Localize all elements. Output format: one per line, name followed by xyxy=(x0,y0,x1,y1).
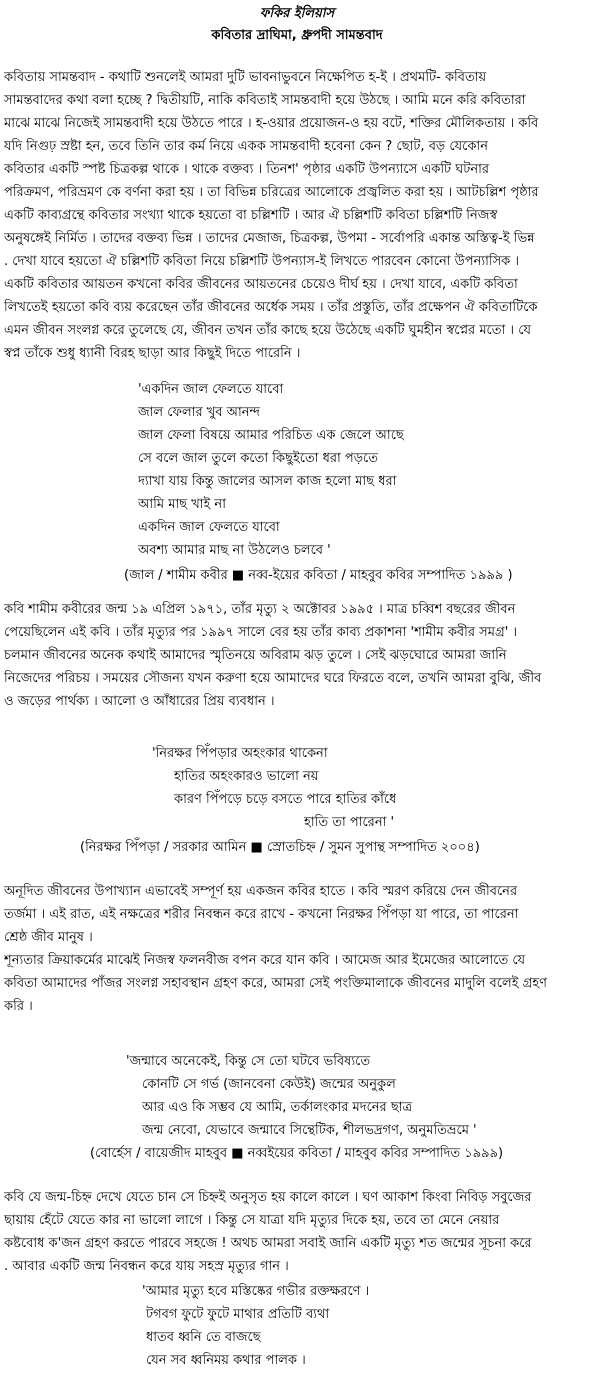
poem-quote-1 xyxy=(138,378,404,562)
paragraph-line: শ্রেষ্ঠ জীব মানুষ । xyxy=(4,930,93,945)
poem-line: একদিন জাল ফেলতে যাবো xyxy=(138,520,280,535)
paragraph-line: . আবার একটি জন্ম নিবন্ধন করে যায় সহস্র মৃত্যুর গান । xyxy=(4,1259,289,1274)
poem-line: কোনটি সে গর্ভ (জানবেনা কেউই) জন্মের অনুকুল xyxy=(142,1077,396,1092)
poem-line: জন্ম নেবো, যেভাবে জন্মাবে সিন্থেটিক, শীলভদ্রগণ, অনুমতিভ্রমে ' xyxy=(142,1123,477,1138)
poem-quote-3 xyxy=(126,1050,477,1142)
paragraph-line: সামন্তবাদের কথা বলা হচ্ছে ? দ্বিতীয়টি, নাকি কবিতাই সামন্তবাদী হয়ে উঠছে । আমি মনে করি কবিতারা xyxy=(4,93,526,108)
citation-3: (বোর্হেস / বায়েজীদ মাহবুব ■ নব্বইয়ের কবিতা / মাহবুব কবির সম্পাদিত ১৯৯৯) xyxy=(90,1146,504,1161)
paragraph-4 xyxy=(4,1186,588,1278)
paragraph-line: যদি নিগুঢ় স্রষ্টা হন, তবে তিনি তার কর্ম নিয়ে একক সামন্তবাদী হবেনা কেন ? ছোট, বড় যেকোন xyxy=(4,139,488,154)
paragraph-line: কষ্টবোধ ক'জন গ্রহণ করতে পারবে সহজে ! অথচ আমরা সবাই জানি একটি মৃত্যু শত জন্মের সূচনা করে xyxy=(4,1236,532,1251)
paragraph-line: কবিতা আমাদের পাঁজর সংলগ্ন সহাবস্থান গ্রহণ করে, আমরা সেই পংক্তিমালাকে জীবনের মাদুলি বলেই গ্রহণ xyxy=(4,976,548,991)
paragraph-line: পরিক্রমণ, পরিভ্রমণ কে বর্ণনা করা হয় । তা বিভিন্ন চরিত্রের আলোকে প্রজ্বলিত করা হয় । আটচল্লিশ পৃষ্ঠার xyxy=(4,185,539,200)
poem-line: 'নিরক্ষর পিঁপড়ার অহংকার থাকেনা xyxy=(152,746,328,761)
poem-line: যেন সব ধ্বনিময় কথার পালক । xyxy=(146,1353,306,1368)
paragraph-line: অনুষঙ্গেই নির্মিত । তাদের বক্তব্য ভিন্ন । তাদের মেজাজ, চিত্রকল্প, উপমা - সর্বোপরি একান্ত অস্তিত্ব-ই ভিন্ন xyxy=(4,231,535,246)
poem-line: হাতির অহংকারও ভালো নয় xyxy=(174,769,319,784)
paragraph-3 xyxy=(4,880,588,1018)
paragraph-line: কবিতার একটি স্পষ্ট চিত্রকল্প থাকে । থাকে বক্তব্য । তিনশ' পৃষ্ঠার একটি উপন্যাসে একটি ঘটনার xyxy=(4,162,490,177)
paragraph-line: একটি কবিতার আয়তন কখনো কবির জীবনের আয়তনের চেয়েও দীর্ঘ হয় । দেখা যাবে, একটি কবিতা xyxy=(4,277,518,292)
author-name: ফকির ইলিয়াস xyxy=(259,6,335,21)
paragraph-line: একটি কাব্যগ্রন্থে কবিতার সংখ্যা থাকে হয়তো বা চল্লিশটি । আর ঐ চল্লিশটি কবিতা চল্লিশটি নিজস্ব xyxy=(4,208,498,223)
poem-line: দ্যাখা যায় কিন্তু জালের আসল কাজ হলো মাছ ধরা xyxy=(138,474,397,489)
paragraph-line: শূন্যতার ক্রিয়াকর্মের মাঝেই নিজস্ব ফলনবীজ বপন করে যান কবি । আমেজ আর ইমেজের আলোতে যে xyxy=(4,953,526,968)
citation-2: (নিরক্ষর পিঁপড়া / সরকার আমিন ■ স্রোতচিহ্ন / সুমন সুপান্থ সম্পাদিত ২০০৪) xyxy=(80,840,480,855)
poem-line: টগবগ ফুটে ফুটে মাথার প্রতিটি ব্যথা xyxy=(146,1307,330,1322)
poem-quote-2 xyxy=(152,742,396,834)
paragraph-line: ও জড়ের পার্থক্য । আলো ও আঁধারের প্রিয় ব্যবধান । xyxy=(4,694,275,709)
poem-line: আমি মাছ খাই না xyxy=(138,497,226,512)
paragraph-1 xyxy=(4,66,588,365)
paragraph-line: নিজেদের পরিচয় । সময়ের সৌজন্য যখন করুণা হয়ে আমাদের ঘরে ফিরতে বলে, তখনি আমরা বুঝি, জীব xyxy=(4,671,542,686)
paragraph-line: চলমান জীবনের অনেক কথাই আমাদের স্মৃতিনয়ে অবিরাম ঝড় তুলে । সেই ঝড়ঘোরে আমরা জানি xyxy=(4,648,507,663)
poem-line: জাল ফেলার খুব আনন্দ xyxy=(138,405,260,420)
poem-line: ধাতব ধ্বনি তে বাজছে xyxy=(146,1330,261,1345)
paragraph-line: ছায়ায় হেঁটে যেতে কার না ভালো লাগে । কিন্তু সে যাত্রা যদি মৃত্যুর দিকে হয়, তবে তা মেনে নেয়ার xyxy=(4,1213,500,1228)
paragraph-line: অনূদিত জীবনের উপাখ্যান এভাবেই সম্পূর্ণ হয় একজন কবির হাতে । কবি স্মরণ করিয়ে দেন জীবনের xyxy=(4,884,518,899)
poem-line: 'আমার মৃত্যু হবে মস্তিষ্কের গভীর রক্তক্ষরণে । xyxy=(142,1284,370,1299)
paragraph-line: কবি শামীম কবীরের জন্ম ১৯ এপ্রিল ১৯৭১, তাঁর মৃত্যু ২ অক্টোবর ১৯৯৫ । মাত্র চব্বিশ বছরের জীবন xyxy=(4,602,516,617)
poem-line: 'জন্মাবে অনেকেই, কিন্তু সে তো ঘটবে ভবিষ্যতে xyxy=(126,1054,371,1069)
poem-line: জাল ফেলা বিষয়ে আমার পরিচিত এক জেলে আছে xyxy=(138,428,404,443)
poem-line: সে বলে জাল তুলে কতো কিছুইতো ধরা পড়তে xyxy=(138,451,379,466)
poem-line: অবশ্য আমার মাছ না উঠলেও চলবে ' xyxy=(138,543,331,558)
poem-quote-4 xyxy=(142,1280,369,1372)
paragraph-line: তর্জমা । এই রাত, এই নক্ষত্রের শরীর নিবন্ধন করে রাখে - কখনো নিরক্ষর পিঁপড়া যা পারে, তা পারেনা xyxy=(4,907,519,922)
paragraph-line: . দেখা যাবে হয়তো ঐ চল্লিশটি কবিতা নিয়ে চল্লিশটি উপন্যাস-ই লিখতে পারবেন কোনো উপন্যাসিক । xyxy=(4,254,520,269)
paragraph-line: মাঝে মাঝে নিজেই সামন্তবাদী হয়ে উঠতে পারে । হ-ওয়ার প্রয়োজন-ও হয় বটে, শক্তির মৌলিকতায় । কবি xyxy=(4,116,539,131)
poem-line: হাতি তা পারেনা ' xyxy=(304,815,395,830)
citation-1: (জাল / শামীম কবীর ■ নব্ব-ইয়ের কবিতা / মাহবুব কবির সম্পাদিত ১৯৯৯ ) xyxy=(124,568,513,583)
paragraph-line: এমন জীবন সংলগ্ন করে তুলেছে যে, জীবন তখন তাঁর কাছে হয়ে উঠেছে একটি ঘুমহীন স্বপ্নের মতো । যে xyxy=(4,323,531,338)
paragraph-line: স্বপ্ন তাঁকে শুধু ধ্যানী বিরহ ছাড়া আর কিছুই দিতে পারেনি । xyxy=(4,346,301,361)
paragraph-line: কবি যে জন্ম-চিহ্ন দেখে যেতে চান সে চিহ্নই অনুসৃত হয় কালে কালে । ঘণ আকাশ কিংবা নিবিড় সবুজের xyxy=(4,1190,532,1205)
poem-line: কারণ পিঁপড়ে চড়ে বসতে পারে হাতির কাঁধে xyxy=(174,792,397,807)
poem-line: আর এও কি সম্ভব যে আমি, তর্কালংকার মদনের ছাত্র xyxy=(142,1100,413,1115)
paragraph-line: কবিতায় সামন্তবাদ - কথাটি শুনলেই আমরা দুটি ভাবনাভুবনে নিক্ষেপিত হ-ই । প্রথমটি- কবিতায় xyxy=(4,70,487,85)
paragraph-line: পেয়েছিলেন এই কবি । তাঁর মৃত্যুর পর ১৯৯৭ সালে বের হয় তাঁর কাব্য প্রকাশনা 'শামীম কবীর সমগ্র' । xyxy=(4,625,518,640)
paragraph-line: লিখতেই হয়তো কবি ব্যয় করেছেন তাঁর জীবনের অর্ধেক সময় । তাঁর প্রস্তুতি, তাঁর প্রক্ষেপন ঐ কবিতাটিকে xyxy=(4,300,538,315)
paragraph-line: করি । xyxy=(4,999,33,1014)
paragraph-2 xyxy=(4,598,588,713)
poem-line: 'একদিন জাল ফেলতে যাবো xyxy=(138,382,284,397)
article-title: কবিতার দ্রাঘিমা, ধ্রুপদী সামন্তবাদ xyxy=(211,28,383,43)
